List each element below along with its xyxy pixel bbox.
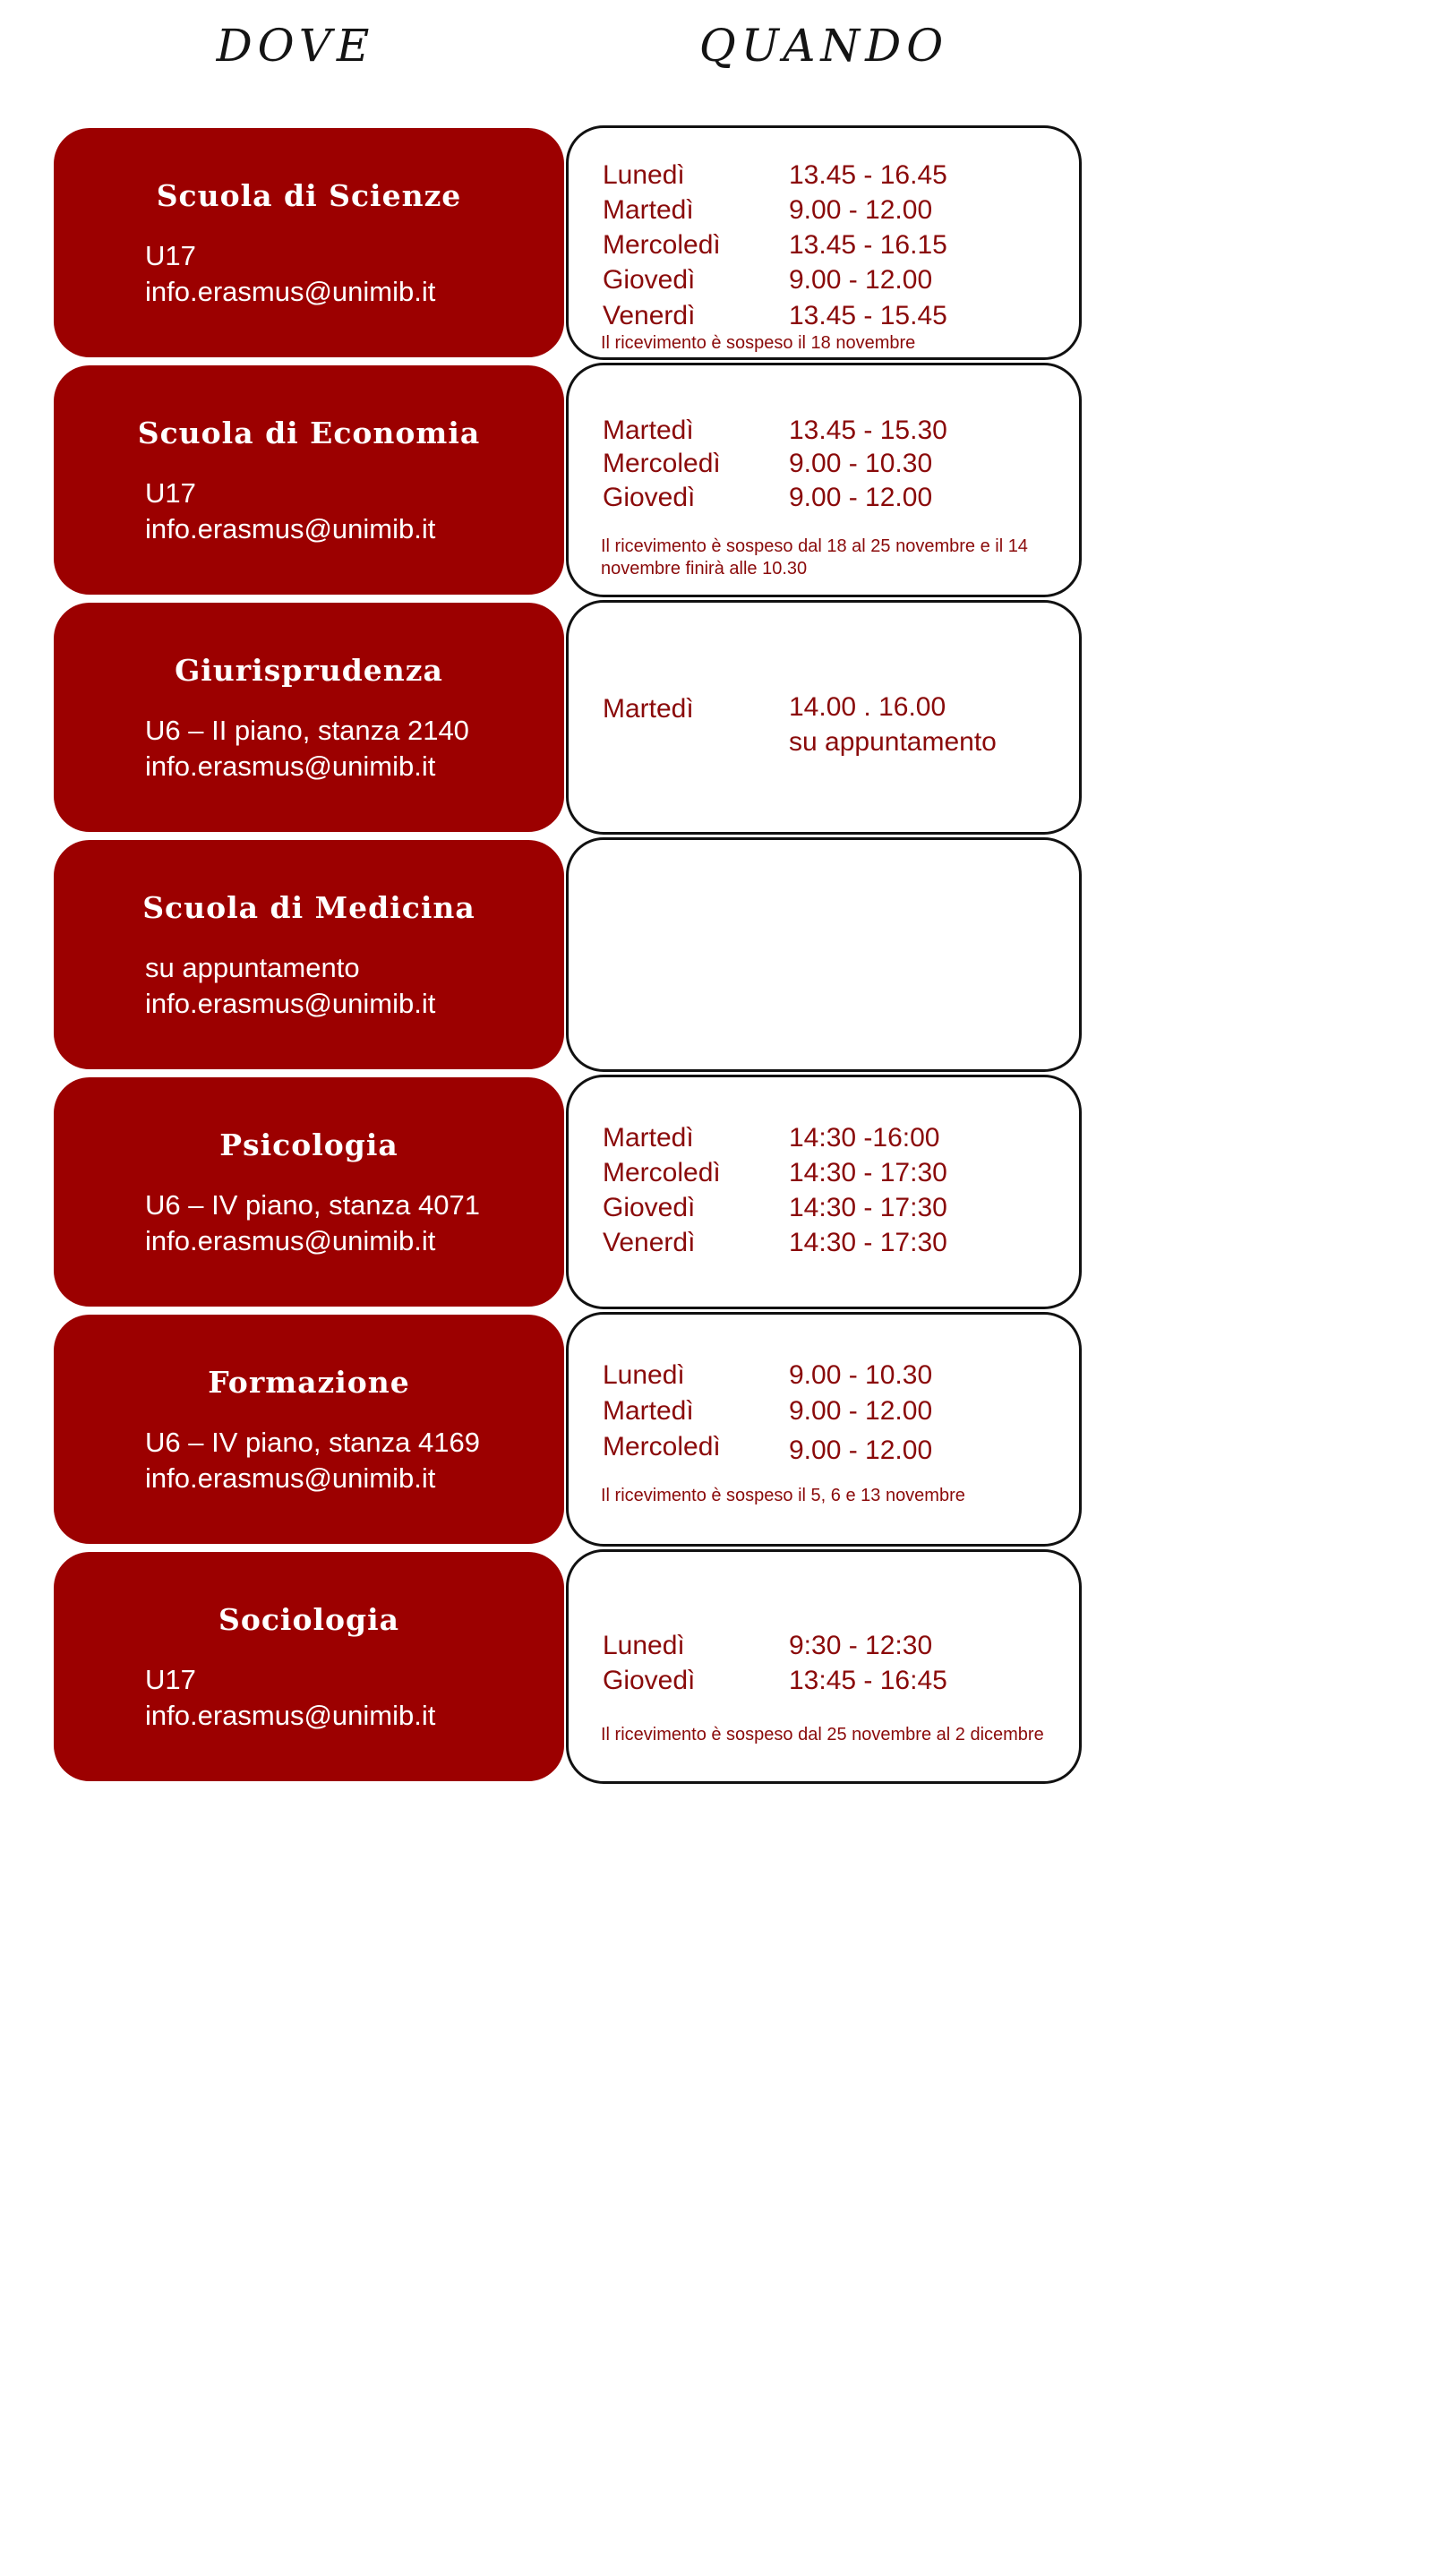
office-email[interactable]: info.erasmus@unimib.it	[145, 1225, 436, 1256]
schedule-time: 9:30 - 12:30	[789, 1631, 933, 1660]
schedule-time: 13.45 - 15.30	[789, 416, 947, 445]
schedule-note: Il ricevimento è sospeso dal 18 al 25 novembre e il 14 novembre finirà alle 10.30	[601, 536, 1028, 579]
office-email[interactable]: info.erasmus@unimib.it	[145, 1700, 436, 1731]
schedule-day: Martedì	[603, 694, 694, 724]
schedule-extra: su appuntamento	[789, 727, 997, 757]
office-name: Giurisprudenza	[175, 653, 443, 688]
schedule-time: 9.00 - 10.30	[789, 449, 933, 478]
schedule-time: 14.00 . 16.00	[789, 692, 946, 722]
office-schedule-card	[566, 1312, 1082, 1547]
schedule-note: Il ricevimento è sospeso il 18 novembre	[601, 333, 916, 353]
office-location: U17	[145, 477, 196, 509]
schedule-note: Il ricevimento è sospeso dal 25 novembre al 2 dicembre	[601, 1725, 1044, 1744]
office-location-card	[54, 603, 564, 832]
office-location-card	[54, 1315, 564, 1544]
schedule-day: Giovedì	[603, 1666, 696, 1695]
office-row	[0, 1312, 1456, 1547]
office-name: Sociologia	[218, 1602, 400, 1637]
office-location-card	[54, 1077, 564, 1307]
schedule-time: 13.45 - 16.45	[789, 160, 947, 190]
schedule-day: Lunedì	[603, 1360, 685, 1390]
schedule-day: Mercoledì	[603, 449, 721, 478]
office-schedule-card	[566, 600, 1082, 835]
office-email[interactable]: info.erasmus@unimib.it	[145, 1462, 436, 1494]
office-location: su appuntamento	[145, 952, 360, 983]
office-email[interactable]: info.erasmus@unimib.it	[145, 988, 436, 1019]
office-row	[0, 363, 1456, 597]
schedule-day: Martedì	[603, 416, 694, 445]
office-email[interactable]: info.erasmus@unimib.it	[145, 750, 436, 782]
office-name: Psicologia	[219, 1127, 398, 1162]
schedule-time: 13:45 - 16:45	[789, 1666, 947, 1695]
office-location-card	[54, 365, 564, 595]
office-email[interactable]: info.erasmus@unimib.it	[145, 513, 436, 544]
office-name: Scuola di Medicina	[142, 890, 475, 925]
schedule-day: Mercoledì	[603, 1158, 721, 1187]
schedule-day: Venerdì	[603, 1228, 696, 1257]
schedule-day: Mercoledì	[603, 230, 721, 260]
office-location-card	[54, 1552, 564, 1781]
schedule-day: Martedì	[603, 1396, 694, 1426]
schedule-day: Mercoledì	[603, 1432, 721, 1462]
office-schedule-card	[566, 837, 1082, 1072]
office-row	[0, 125, 1456, 360]
office-row	[0, 837, 1456, 1072]
schedule-day: Venerdì	[603, 301, 696, 330]
schedule-time: 13.45 - 16.15	[789, 230, 947, 260]
office-location: U6 – IV piano, stanza 4071	[145, 1189, 480, 1221]
office-location: U6 – IV piano, stanza 4169	[145, 1427, 480, 1458]
office-name: Formazione	[208, 1365, 410, 1400]
schedule-time: 13.45 - 15.45	[789, 301, 947, 330]
schedule-note: Il ricevimento è sospeso il 5, 6 e 13 novembre	[601, 1486, 965, 1505]
office-schedule-card	[566, 363, 1082, 597]
where-column-header: DOVE	[216, 20, 375, 72]
office-row	[0, 600, 1456, 835]
office-schedule-card	[566, 1549, 1082, 1784]
schedule-day: Lunedì	[603, 1631, 685, 1660]
office-location: U17	[145, 1664, 196, 1695]
schedule-time: 14:30 -16:00	[789, 1123, 940, 1153]
office-name: Scuola di Scienze	[156, 178, 462, 213]
office-row	[0, 1075, 1456, 1309]
schedule-day: Martedì	[603, 195, 694, 225]
schedule-day: Lunedì	[603, 160, 685, 190]
schedule-time: 9.00 - 12.00	[789, 195, 933, 225]
schedule-time: 14:30 - 17:30	[789, 1193, 947, 1222]
office-location-card	[54, 840, 564, 1069]
office-schedule-card	[566, 1075, 1082, 1309]
schedule-time: 9.00 - 12.00	[789, 483, 933, 512]
schedule-time: 9.00 - 10.30	[789, 1360, 933, 1390]
when-column-header: QUANDO	[698, 20, 949, 72]
office-location: U17	[145, 240, 196, 271]
schedule-time: 9.00 - 12.00	[789, 1396, 933, 1426]
schedule-day: Martedì	[603, 1123, 694, 1153]
schedule-day: Giovedì	[603, 265, 696, 295]
schedule-day: Giovedì	[603, 483, 696, 512]
schedule-time: 9.00 - 12.00	[789, 1436, 933, 1465]
office-location-card	[54, 128, 564, 357]
schedule-time: 9.00 - 12.00	[789, 265, 933, 295]
office-row	[0, 1549, 1456, 1784]
schedule-day: Giovedì	[603, 1193, 696, 1222]
office-email[interactable]: info.erasmus@unimib.it	[145, 276, 436, 307]
office-location: U6 – II piano, stanza 2140	[145, 715, 469, 746]
office-schedule-card	[566, 125, 1082, 360]
office-name: Scuola di Economia	[137, 416, 481, 450]
schedule-time: 14:30 - 17:30	[789, 1228, 947, 1257]
schedule-time: 14:30 - 17:30	[789, 1158, 947, 1187]
